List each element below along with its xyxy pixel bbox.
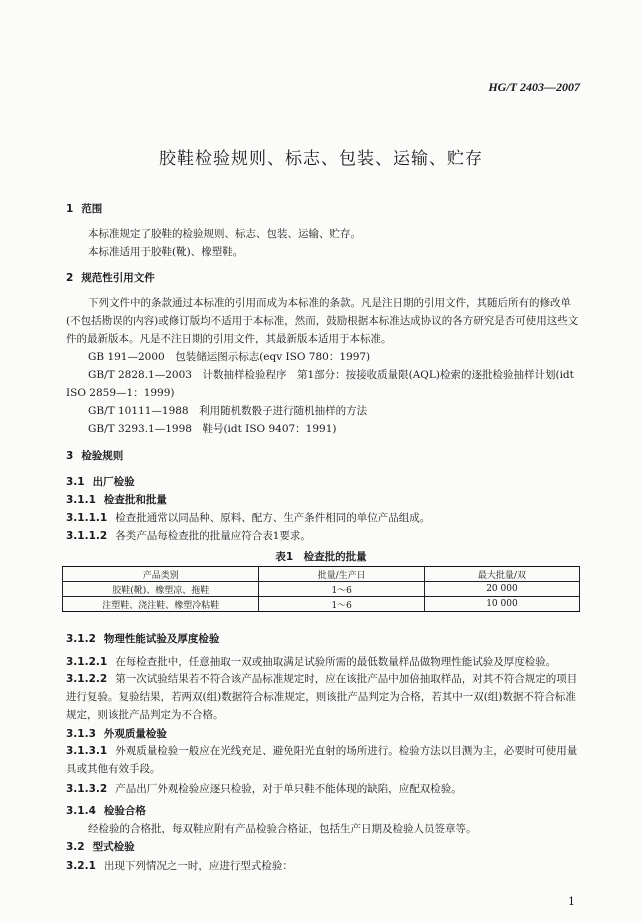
clause-title: 出厂检验	[92, 476, 135, 488]
clause-3-1-3-1	[66, 742, 581, 778]
clause-title: 物理性能试验及厚度检验	[103, 633, 220, 645]
reference-item: GB/T 3293.1—1998 鞋号(idt ISO 9407：1991)	[88, 423, 337, 435]
clause-3-1-1-1	[66, 510, 430, 525]
clause-3-2-heading	[66, 839, 135, 854]
table-header-cell: 产品类别	[63, 567, 259, 582]
reference-item: GB 191—2000 包装储运图示标志(eqv ISO 780：1997)	[88, 351, 371, 363]
clause-number: 3.1.3.1	[66, 745, 108, 757]
clause-3-1-2-1	[66, 654, 556, 669]
table-row	[63, 582, 580, 597]
clause-3-2-1	[66, 858, 293, 873]
scope-paragraph-2: 本标准适用于胶鞋(靴)、橡塑鞋。	[88, 246, 244, 258]
section-2-heading	[66, 270, 155, 285]
section-number: 2	[66, 272, 74, 284]
clause-3-1-1-heading	[66, 492, 167, 507]
clause-title: 外观质量检验	[103, 728, 167, 740]
clause-3-1-2-heading	[66, 631, 219, 646]
clause-number: 3.1.2	[66, 633, 96, 645]
clause-text: 在每检查批中，任意抽取一双或抽取满足试验所需的最低数量样品做物理性能试验及厚度检验。	[115, 656, 557, 668]
clause-number: 3.1.1.2	[66, 530, 108, 542]
section-title: 检验规则	[81, 450, 124, 462]
clause-3-1-3-2	[66, 781, 462, 796]
table-cell: 1～6	[259, 582, 424, 597]
clause-text: 检查批通常以同品种、原料、配方、生产条件相同的单位产品组成。	[115, 512, 431, 524]
clause-number: 3.2.1	[66, 860, 96, 872]
clause-number: 3.1.1.1	[66, 512, 108, 524]
clause-number: 3.1.3.2	[66, 783, 108, 795]
table-caption: 表1 检查批的批量	[275, 551, 367, 563]
clause-number: 3.2	[66, 841, 85, 853]
table-header-cell: 批量/生产日	[259, 567, 424, 582]
clause-text: 出现下列情况之一时，应进行型式检验：	[103, 860, 293, 872]
clause-text: 产品出厂外观检验应逐只检验，对于单只鞋不能体现的缺陷，应配双检验。	[115, 783, 462, 795]
clause-number: 3.1	[66, 476, 85, 488]
document-title: 胶鞋检验规则、标志、包装、运输、贮存	[159, 149, 483, 169]
batch-size-table	[62, 566, 580, 612]
clause-text: 外观质量检验一般应在光线充足、避免阳光直射的场所进行。检验方法以目测为主，必要时可使用量具或其他有效手段。	[66, 745, 578, 775]
page-number: 1	[568, 895, 575, 908]
clause-title: 型式检验	[92, 841, 135, 853]
table-header-cell: 最大批量/双	[424, 567, 579, 582]
clause-title: 检查批和批量	[103, 494, 167, 506]
clause-number: 3.1.3	[66, 728, 96, 740]
clause-number: 3.1.1	[66, 494, 96, 506]
standard-code: HG/T 2403—2007	[488, 80, 580, 94]
clause-3-1-4-heading	[66, 803, 146, 818]
table-cell: 胶鞋(靴)、橡塑凉、拖鞋	[63, 582, 259, 597]
clause-number: 3.1.2.1	[66, 656, 108, 668]
table-cell: 1～6	[259, 597, 424, 612]
section-number: 1	[66, 203, 74, 215]
clause-3-1-2-2	[66, 670, 581, 724]
clause-number: 3.1.4	[66, 805, 96, 817]
section-title: 范围	[81, 203, 103, 215]
clause-3-1-4-text: 经检验的合格批，每双鞋应附有产品检验合格证，包括生产日期及检验人员签章等。	[88, 823, 477, 835]
section-1-heading	[66, 201, 102, 216]
clause-title: 检验合格	[103, 805, 146, 817]
table-row	[63, 597, 580, 612]
table-cell: 注塑鞋、浇注鞋、橡塑冷粘鞋	[63, 597, 259, 612]
references-intro: 下列文件中的条款通过本标准的引用而成为本标准的条款。凡是注日期的引用文件，其随后所有的修改单(不包括勘误的内容)或修订版均不适用于本标准，然而，鼓励根据本标准达成协议的各方研究是否可使用这些文件的最新版本。凡是不注日期的引用文件，其最新版本适用于本标准。	[66, 297, 579, 345]
table-cell: 10 000	[424, 597, 579, 612]
clause-3-1-1-2	[66, 528, 311, 543]
section-3-heading	[66, 448, 123, 463]
table-cell: 20 000	[424, 582, 579, 597]
reference-item: GB/T 2828.1—2003 计数抽样检验程序 第1部分：按接收质量限(AQL)检索的逐批检验抽样计划(idt ISO 2859—1：1999)	[66, 369, 574, 399]
section-title: 规范性引用文件	[81, 272, 155, 284]
clause-3-1-3-heading	[66, 726, 167, 741]
reference-item: GB/T 10111—1988 利用随机数骰子进行随机抽样的方法	[88, 405, 368, 417]
scope-paragraph-1: 本标准规定了胶鞋的检验规则、标志、包装、运输、贮存。	[88, 228, 361, 240]
clause-text: 第一次试验结果若不符合该产品标准规定时，应在该批产品中加倍抽取样品，对其不符合规定的项目进行复验。复验结果，若两双(组)数据符合标准规定，则该批产品判定为合格，若其中一双(组)数据不符合标准规定，则该批产品判定为不合格。	[66, 673, 578, 721]
table-header-row	[63, 567, 580, 582]
clause-3-1-heading	[66, 474, 135, 489]
clause-text: 各类产品每检查批的批量应符合表1要求。	[115, 530, 311, 542]
section-number: 3	[66, 450, 74, 462]
clause-number: 3.1.2.2	[66, 673, 108, 685]
